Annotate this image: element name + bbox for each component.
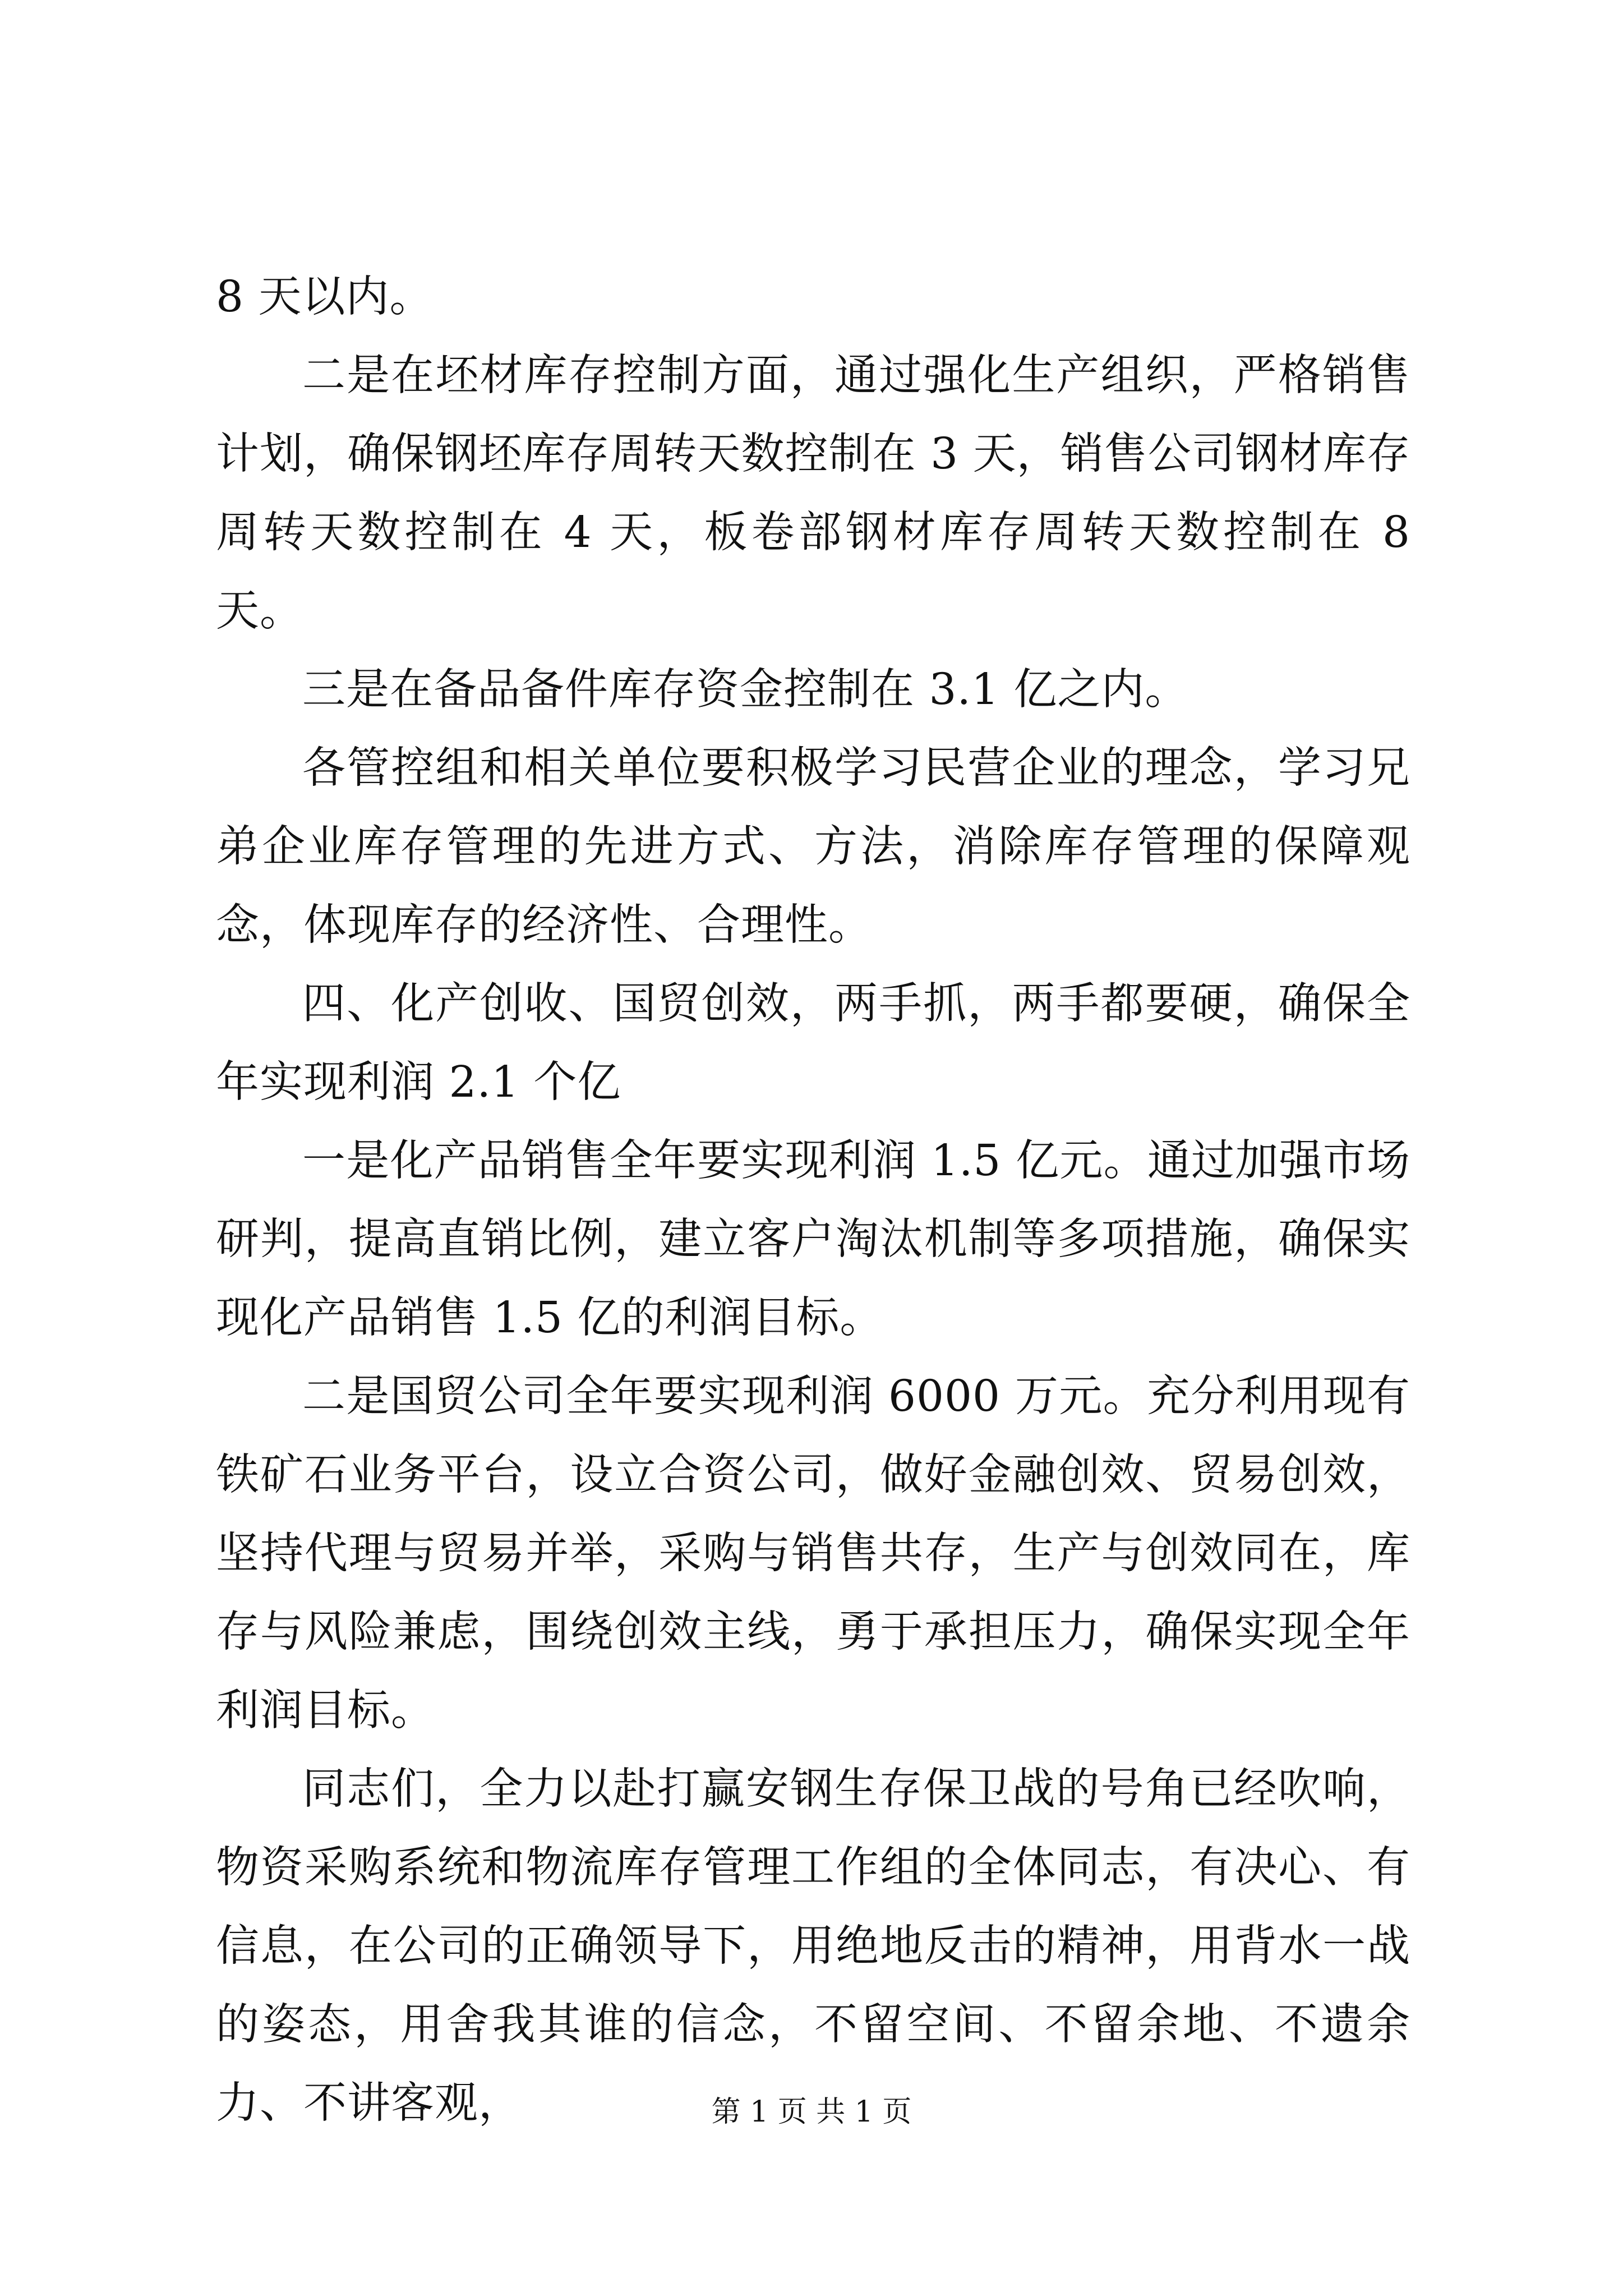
- paragraph-comrades: 同志们，全力以赴打赢安钢生存保卫战的号角已经吹响，物资采购系统和物流库存管理工作组的全体同志，有决心、有信息，在公司的正确领导下，用绝地反击的精神，用背水一战的姿态，用舍我其谁的信念，不留空间、不留余地、不遗余力、不讲客观，: [216, 1764, 1410, 2128]
- paragraph-international-trade: 二是国贸公司全年要实现利润 6000 万元。充分利用现有铁矿石业务平台，设立合资公司，做好金融创效、贸易创效，坚持代理与贸易并举，采购与销售共存，生产与创效同在，库存与风险兼虑，围绕创效主线，勇于承担压力，确保实现全年利润目标。: [216, 1372, 1410, 1736]
- paragraph-continuation: 8 天以内。: [216, 272, 434, 322]
- paragraph-billet-inventory: 二是在坯材库存控制方面，通过强化生产组织，严格销售计划，确保钢坯库存周转天数控制在 3 天，销售公司钢材库存周转天数控制在 4 天，板卷部钢材库存周转天数控制在 8 天。: [216, 351, 1410, 636]
- paragraph-management-groups: 各管控组和相关单位要积极学习民营企业的理念，学习兄弟企业库存管理的先进方式、方法，消除库存管理的保障观念，体现库存的经济性、合理性。: [216, 743, 1410, 950]
- paragraph-spare-parts: 三是在备品备件库存资金控制在 3.1 亿之内。: [302, 665, 1189, 715]
- page-footer: 第 1 页 共 1 页: [711, 2095, 912, 2129]
- paragraph-chemical-products: 一是化产品销售全年要实现利润 1.5 亿元。通过加强市场研判，提高直销比例，建立客户淘汰机制等多项措施，确保实现化产品销售 1.5 亿的利润目标。: [216, 1136, 1410, 1343]
- document-body: [216, 258, 1410, 2143]
- paragraph-section-four-heading: 四、化产创收、国贸创效，两手抓，两手都要硬，确保全年实现利润 2.1 个亿: [216, 979, 1410, 1107]
